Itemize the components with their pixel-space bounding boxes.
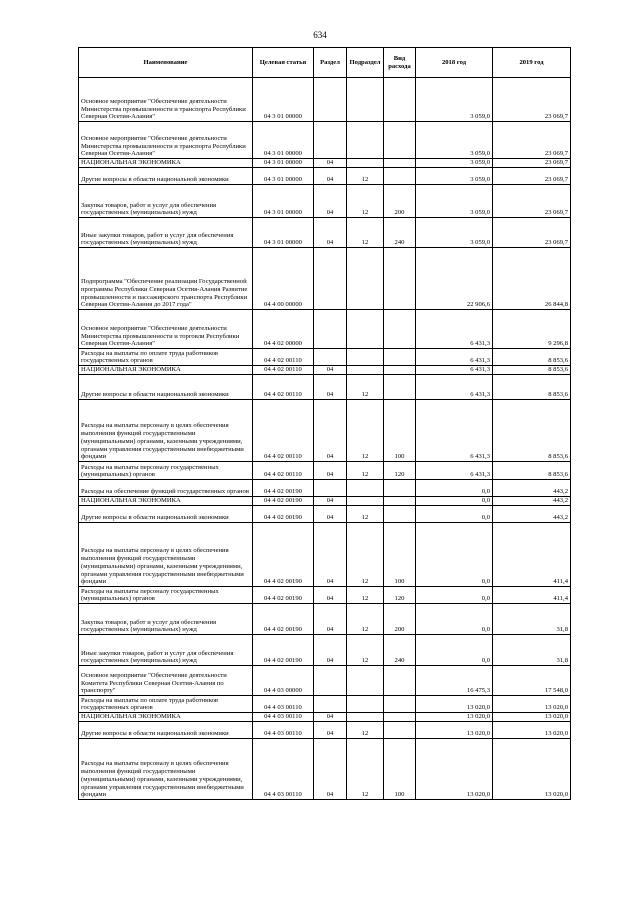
cell-name: Расходы на обеспечение функций государственных органов (79, 480, 253, 497)
table-row (79, 375, 571, 400)
cell-target-article: 04 3 01 00000 (253, 218, 314, 248)
page-number: 634 (313, 30, 327, 40)
cell-2018: 6 431,3 (416, 349, 493, 366)
cell-2018: 0,0 (416, 604, 493, 635)
budget-table (78, 47, 571, 800)
cell-2019: 31,8 (493, 604, 571, 635)
cell-expense-type (384, 366, 416, 375)
cell-2019: 443,2 (493, 506, 571, 523)
cell-section: 04 (314, 713, 347, 722)
cell-name: Основное мероприятие "Обеспечение деятельности Министерства промышленности и торговли Республики Северная Осетия-Алания" (79, 310, 253, 349)
cell-section (314, 248, 347, 310)
cell-target-article: 04 4 02 00110 (253, 462, 314, 480)
cell-target-article: 04 4 02 00110 (253, 366, 314, 375)
cell-2019: 9 296,8 (493, 310, 571, 349)
cell-expense-type (384, 713, 416, 722)
cell-subsection (347, 713, 384, 722)
cell-name: Другие вопросы в области национальной экономики (79, 506, 253, 523)
cell-2019: 8 853,6 (493, 462, 571, 480)
cell-2018: 3 059,0 (416, 159, 493, 168)
cell-target-article: 04 3 01 00000 (253, 159, 314, 168)
cell-2018: 0,0 (416, 635, 493, 666)
cell-2019: 13 020,0 (493, 722, 571, 739)
cell-target-article: 04 3 01 00000 (253, 78, 314, 122)
table-row (79, 480, 571, 497)
cell-target-article: 04 4 02 00190 (253, 587, 314, 604)
cell-2019: 23 069,7 (493, 185, 571, 218)
cell-subsection (347, 310, 384, 349)
cell-2018: 13 020,0 (416, 722, 493, 739)
table-row (79, 696, 571, 713)
cell-target-article: 04 4 03 00110 (253, 739, 314, 800)
cell-target-article: 04 4 02 00110 (253, 400, 314, 462)
cell-2019: 23 069,7 (493, 122, 571, 159)
table-row (79, 122, 571, 159)
header-name: Наименование (79, 48, 253, 78)
cell-2018: 6 431,3 (416, 462, 493, 480)
cell-name: Основное мероприятие "Обеспечение деятельности Министерства промышленности и транспорта Республики Северная Осетия-Алания" (79, 122, 253, 159)
table-row (79, 462, 571, 480)
cell-expense-type (384, 122, 416, 159)
table-row (79, 310, 571, 349)
cell-2018: 3 059,0 (416, 168, 493, 185)
header-expense-type: Вид расхода (384, 48, 416, 78)
cell-subsection: 12 (347, 375, 384, 400)
cell-expense-type (384, 666, 416, 696)
cell-2019: 31,8 (493, 635, 571, 666)
cell-name: Иные закупки товаров, работ и услуг для обеспечения государственных (муниципальных) нужд (79, 635, 253, 666)
table-header-row (79, 48, 571, 78)
header-section: Раздел (314, 48, 347, 78)
cell-subsection: 12 (347, 400, 384, 462)
cell-2018: 13 020,0 (416, 739, 493, 800)
table-row (79, 497, 571, 506)
cell-name: НАЦИОНАЛЬНАЯ ЭКОНОМИКА (79, 159, 253, 168)
cell-target-article: 04 4 02 00190 (253, 480, 314, 497)
cell-2019: 26 844,8 (493, 248, 571, 310)
cell-name: Расходы на выплаты по оплате труда работников государственных органов (79, 349, 253, 366)
cell-section: 04 (314, 523, 347, 587)
cell-target-article: 04 4 03 00110 (253, 696, 314, 713)
cell-expense-type (384, 248, 416, 310)
cell-name: Другие вопросы в области национальной экономики (79, 375, 253, 400)
cell-2019: 443,2 (493, 480, 571, 497)
table-row (79, 506, 571, 523)
table-row (79, 78, 571, 122)
cell-2018: 0,0 (416, 523, 493, 587)
header-2019: 2019 год (493, 48, 571, 78)
cell-expense-type: 200 (384, 604, 416, 635)
cell-name: Другие вопросы в области национальной экономики (79, 722, 253, 739)
cell-2018: 3 059,0 (416, 218, 493, 248)
cell-target-article: 04 3 01 00000 (253, 168, 314, 185)
cell-target-article: 04 4 02 00190 (253, 635, 314, 666)
cell-name: Расходы на выплаты персоналу в целях обеспечения выполнения функций государственными (муниципальными) органами, казенными учреждениями, органами управления государственными внебюджетными фондами (79, 400, 253, 462)
cell-subsection: 12 (347, 506, 384, 523)
cell-subsection: 12 (347, 587, 384, 604)
table-body (79, 78, 571, 800)
cell-name: Основное мероприятие "Обеспечение деятельности Министерства промышленности и транспорта Республики Северная Осетия-Алания" (79, 78, 253, 122)
cell-subsection (347, 480, 384, 497)
cell-subsection (347, 366, 384, 375)
cell-target-article: 04 4 02 00110 (253, 349, 314, 366)
cell-section (314, 310, 347, 349)
cell-expense-type: 100 (384, 523, 416, 587)
cell-expense-type (384, 375, 416, 400)
cell-target-article: 04 4 02 00110 (253, 375, 314, 400)
header-subsection: Подраздел (347, 48, 384, 78)
cell-name: Расходы на выплаты по оплате труда работников государственных органов (79, 696, 253, 713)
cell-section (314, 480, 347, 497)
cell-subsection (347, 78, 384, 122)
cell-section: 04 (314, 366, 347, 375)
cell-2018: 3 059,0 (416, 122, 493, 159)
header-target-article: Целевая статья (253, 48, 314, 78)
cell-2019: 8 853,6 (493, 375, 571, 400)
table-row (79, 739, 571, 800)
cell-name: Расходы на выплаты персоналу в целях обеспечения выполнения функций государственными (муниципальными) органами, казенными учреждениями, органами управления государственными внебюджетными фондами (79, 739, 253, 800)
table-row (79, 168, 571, 185)
cell-2019: 23 069,7 (493, 159, 571, 168)
cell-expense-type (384, 310, 416, 349)
cell-2018: 16 475,3 (416, 666, 493, 696)
cell-section: 04 (314, 497, 347, 506)
cell-2019: 23 069,7 (493, 218, 571, 248)
cell-target-article: 04 4 02 00190 (253, 506, 314, 523)
cell-2018: 0,0 (416, 506, 493, 523)
cell-2018: 13 020,0 (416, 696, 493, 713)
cell-target-article: 04 4 03 00110 (253, 722, 314, 739)
table-row (79, 587, 571, 604)
cell-expense-type (384, 506, 416, 523)
cell-expense-type (384, 349, 416, 366)
cell-subsection (347, 159, 384, 168)
cell-2019: 13 020,0 (493, 713, 571, 722)
cell-name: Расходы на выплаты персоналу в целях обеспечения выполнения функций государственными (муниципальными) органами, казенными учреждениями, органами управления государственными внебюджетными фондами (79, 523, 253, 587)
table-row (79, 218, 571, 248)
cell-2019: 411,4 (493, 587, 571, 604)
cell-section: 04 (314, 587, 347, 604)
table-row (79, 722, 571, 739)
cell-target-article: 04 4 03 00000 (253, 666, 314, 696)
cell-2019: 443,2 (493, 497, 571, 506)
cell-2019: 8 853,6 (493, 400, 571, 462)
cell-section: 04 (314, 462, 347, 480)
cell-2019: 23 069,7 (493, 78, 571, 122)
cell-2018: 6 431,3 (416, 366, 493, 375)
cell-2019: 411,4 (493, 523, 571, 587)
cell-expense-type (384, 78, 416, 122)
cell-expense-type (384, 722, 416, 739)
cell-2019: 13 020,0 (493, 739, 571, 800)
cell-subsection (347, 497, 384, 506)
cell-section (314, 122, 347, 159)
cell-subsection (347, 696, 384, 713)
cell-section: 04 (314, 506, 347, 523)
cell-2019: 17 548,0 (493, 666, 571, 696)
cell-expense-type: 120 (384, 462, 416, 480)
cell-section (314, 349, 347, 366)
cell-target-article: 04 4 03 00110 (253, 713, 314, 722)
cell-2018: 0,0 (416, 480, 493, 497)
cell-section: 04 (314, 739, 347, 800)
cell-subsection (347, 666, 384, 696)
cell-expense-type: 100 (384, 400, 416, 462)
cell-subsection (347, 349, 384, 366)
cell-subsection: 12 (347, 635, 384, 666)
cell-expense-type: 200 (384, 185, 416, 218)
cell-target-article: 04 4 02 00190 (253, 497, 314, 506)
table-row (79, 666, 571, 696)
cell-name: Основное мероприятие "Обеспечение деятельности Комитета Республики Северная Осетия-Алания по транспорту" (79, 666, 253, 696)
table-row (79, 713, 571, 722)
cell-section: 04 (314, 159, 347, 168)
cell-subsection: 12 (347, 462, 384, 480)
cell-subsection: 12 (347, 168, 384, 185)
cell-expense-type (384, 497, 416, 506)
cell-2018: 0,0 (416, 497, 493, 506)
cell-target-article: 04 4 02 00190 (253, 604, 314, 635)
cell-subsection (347, 248, 384, 310)
cell-name: НАЦИОНАЛЬНАЯ ЭКОНОМИКА (79, 713, 253, 722)
cell-section: 04 (314, 722, 347, 739)
cell-target-article: 04 4 00 00000 (253, 248, 314, 310)
cell-expense-type: 240 (384, 218, 416, 248)
cell-expense-type: 120 (384, 587, 416, 604)
cell-expense-type (384, 159, 416, 168)
cell-subsection: 12 (347, 604, 384, 635)
cell-section (314, 78, 347, 122)
cell-name: НАЦИОНАЛЬНАЯ ЭКОНОМИКА (79, 497, 253, 506)
table-row (79, 523, 571, 587)
table-row (79, 159, 571, 168)
cell-subsection: 12 (347, 739, 384, 800)
cell-2018: 13 020,0 (416, 713, 493, 722)
cell-section: 04 (314, 604, 347, 635)
cell-target-article: 04 3 01 00000 (253, 122, 314, 159)
cell-section: 04 (314, 168, 347, 185)
cell-section: 04 (314, 218, 347, 248)
cell-2018: 6 431,3 (416, 375, 493, 400)
table-row (79, 185, 571, 218)
cell-name: Другие вопросы в области национальной экономики (79, 168, 253, 185)
cell-subsection: 12 (347, 523, 384, 587)
cell-name: Подпрограмма "Обеспечение реализации Государственной программы Республики Северная Осетия-Алания Развитие промышленности и пассажирского транспорта Республики Северная Осетия-Алания до 2017 года" (79, 248, 253, 310)
cell-expense-type (384, 696, 416, 713)
table-row (79, 248, 571, 310)
cell-expense-type (384, 480, 416, 497)
cell-section: 04 (314, 635, 347, 666)
cell-name: Расходы на выплаты персоналу государственных (муниципальных) органов (79, 587, 253, 604)
cell-subsection: 12 (347, 722, 384, 739)
cell-2018: 3 059,0 (416, 78, 493, 122)
cell-section (314, 666, 347, 696)
cell-name: НАЦИОНАЛЬНАЯ ЭКОНОМИКА (79, 366, 253, 375)
cell-name: Закупка товаров, работ и услуг для обеспечения государственных (муниципальных) нужд (79, 185, 253, 218)
cell-subsection: 12 (347, 185, 384, 218)
cell-expense-type (384, 168, 416, 185)
cell-2018: 6 431,3 (416, 310, 493, 349)
cell-target-article: 04 4 02 00000 (253, 310, 314, 349)
table-row (79, 349, 571, 366)
cell-2019: 13 020,0 (493, 696, 571, 713)
cell-subsection (347, 122, 384, 159)
cell-2018: 0,0 (416, 587, 493, 604)
cell-2018: 22 906,6 (416, 248, 493, 310)
cell-2018: 6 431,3 (416, 400, 493, 462)
cell-target-article: 04 3 01 00000 (253, 185, 314, 218)
cell-2018: 3 059,0 (416, 185, 493, 218)
cell-section (314, 696, 347, 713)
table-row (79, 400, 571, 462)
cell-2019: 23 069,7 (493, 168, 571, 185)
cell-name: Закупка товаров, работ и услуг для обеспечения государственных (муниципальных) нужд (79, 604, 253, 635)
cell-expense-type: 240 (384, 635, 416, 666)
cell-2019: 8 853,6 (493, 366, 571, 375)
table-row (79, 635, 571, 666)
cell-name: Расходы на выплаты персоналу государственных (муниципальных) органов (79, 462, 253, 480)
header-2018: 2018 год (416, 48, 493, 78)
cell-expense-type: 100 (384, 739, 416, 800)
cell-2019: 8 853,6 (493, 349, 571, 366)
cell-name: Иные закупки товаров, работ и услуг для обеспечения государственных (муниципальных) нужд (79, 218, 253, 248)
cell-section: 04 (314, 400, 347, 462)
cell-section: 04 (314, 185, 347, 218)
table-row (79, 604, 571, 635)
cell-subsection: 12 (347, 218, 384, 248)
cell-section: 04 (314, 375, 347, 400)
cell-target-article: 04 4 02 00190 (253, 523, 314, 587)
table-row (79, 366, 571, 375)
